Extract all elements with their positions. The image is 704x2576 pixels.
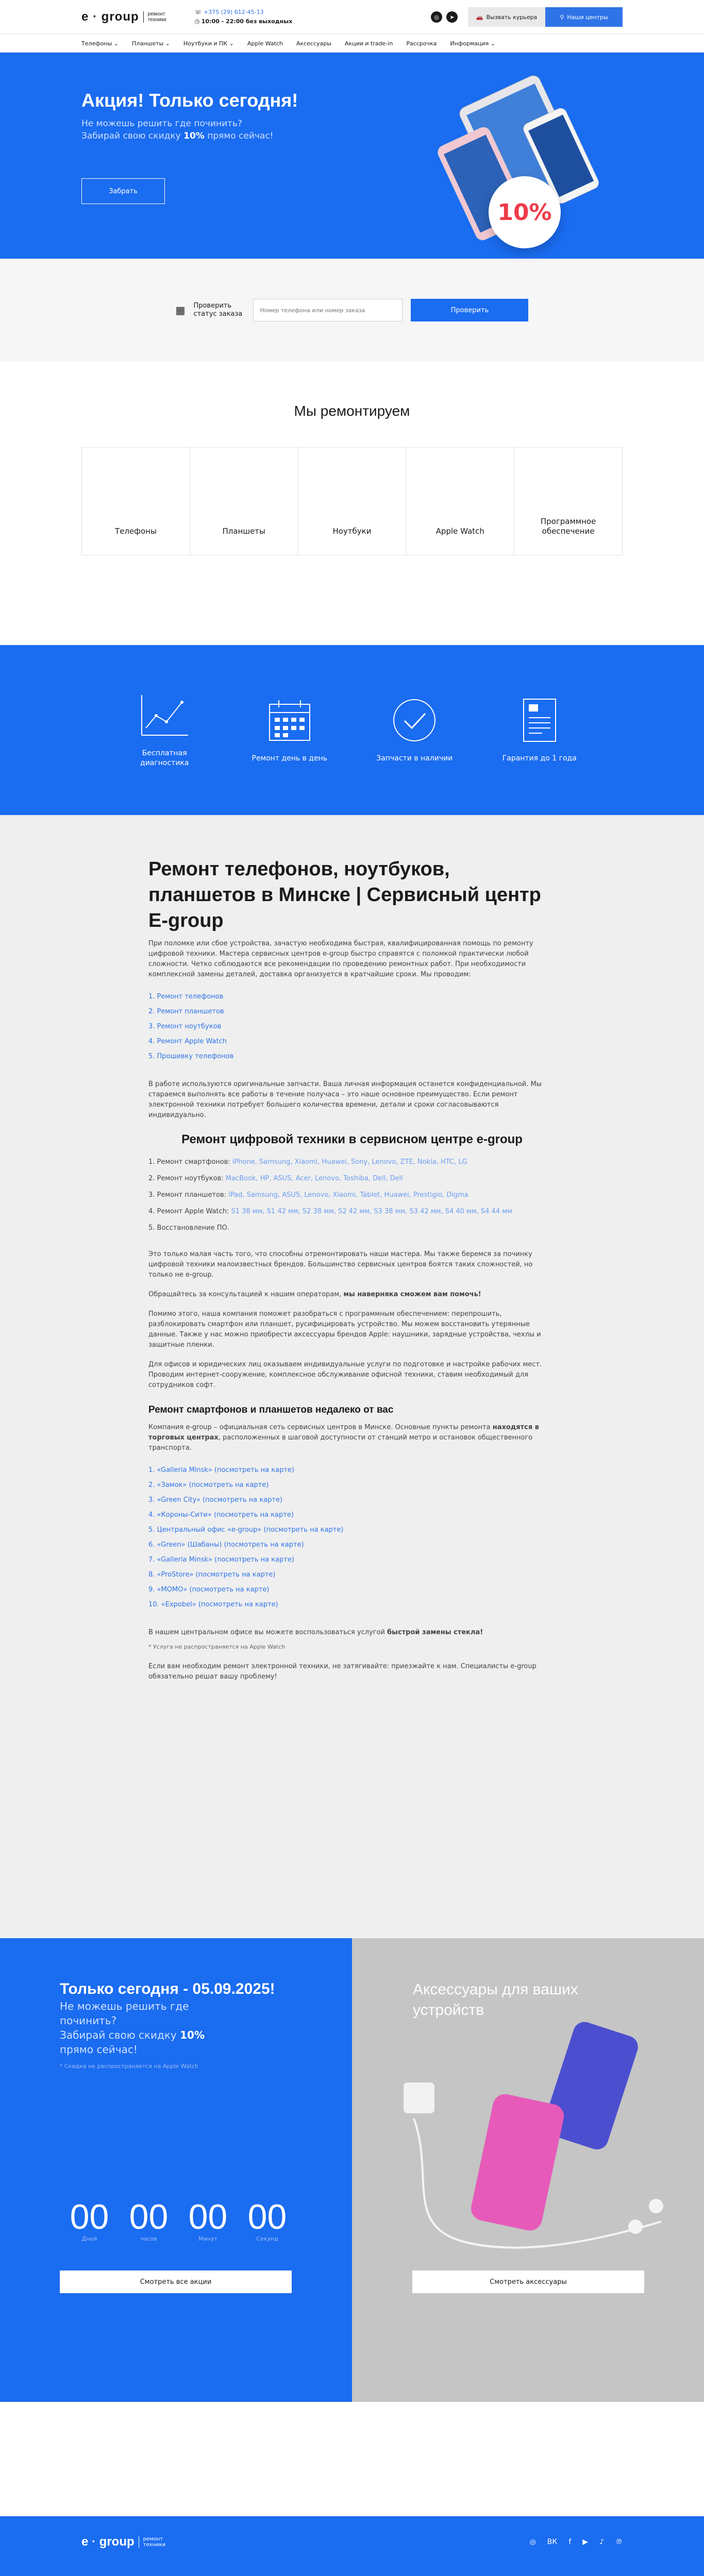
article-p7: Компания e-group – официальная сеть сервисных центров в Минске. Основные пункты ремонта находятся в торговых центрах, расположенных в шаговой доступности от станций метро и остановок общественного транспорта. [148,1423,539,1452]
advantage-same-day: Ремонт день в день [248,697,331,764]
brand-links[interactable]: iPad, Samsung, ASUS, Lenovo, Xiaomi, Tablet, Huawei, Prestigio, Digma [228,1191,468,1199]
promo-text: Не можешь решить где починить? Забирай свою скидку 10% прямо сейчас! [60,2000,205,2056]
all-promos-button[interactable]: Смотреть все акции [60,2270,292,2293]
repair-cards [81,447,623,555]
repair-card-tablets[interactable]: Планшеты [190,448,298,555]
accessories-title: Аксессуары для ваших устройств [413,1981,578,2019]
link-watch-repair[interactable]: 4. Ремонт Apple Watch [148,1038,227,1045]
order-status-label: Проверить статус заказа [193,302,243,318]
telegram-icon[interactable]: ➤ [446,11,458,23]
clock-icon: ◷ [194,18,202,25]
office-link[interactable]: 10. «Expobel» (посмотреть на карте) [148,1601,278,1608]
office-link[interactable]: 3. «Green City» (посмотреть на карте) [148,1496,283,1504]
chart-icon [139,692,190,738]
vk-icon[interactable]: ВК [547,2538,558,2546]
nav-info[interactable]: Информация ⌄ [450,40,495,47]
checkmark-icon [391,697,438,743]
header-phone[interactable]: +375 (29) 612-45-13 [203,9,264,15]
logo[interactable]: e · group ремонт техники [81,10,179,24]
office-link[interactable]: 4. «Короны-Сити» (посмотреть на карте) [148,1511,294,1519]
office-link[interactable]: 7. «Galleria Minsk» (посмотреть на карте) [148,1556,294,1564]
nav-accessories[interactable]: Аксессуары [296,40,331,47]
office-link[interactable]: 1. «Galleria Minsk» (посмотреть на карте) [148,1466,294,1474]
repair-card-phones[interactable]: Телефоны [82,448,190,555]
brand-line: 3. Ремонт планшетов: iPad, Samsung, ASUS, Lenovo, Xiaomi, Tablet, Huawei, Prestigio, Digma [148,1191,468,1199]
social-links [530,2538,623,2546]
services-list [148,989,556,1064]
office-link[interactable]: 8. «ProStore» (посмотреть на карте) [148,1571,276,1579]
hero-text: Не можешь решить где починить? Забирай свою скидку 10% прямо сейчас! [81,118,274,141]
office-link[interactable]: 5. Центральный офис «e-group» (посмотреть на карте) [148,1526,344,1534]
brand-line: 1. Ремонт смартфонов: iPhone, Samsung, Xiaomi, Huawei, Sony, Lenovo, ZTE, Nokia, HTC, LG [148,1158,467,1166]
header-hours: 10:00 - 22:00 без выходных [201,18,293,25]
link-firmware[interactable]: 5. Прошивку телефонов [148,1053,234,1060]
header [0,0,704,34]
footer [0,2516,704,2576]
nav-apple-watch[interactable]: Apple Watch [247,40,283,47]
nav-promo[interactable]: Акции и trade-in [344,40,393,47]
hero-claim-button[interactable]: Забрать [81,178,165,204]
brand-line: 5. Восстановление ПО. [148,1224,229,1232]
article-h2: Ремонт цифровой техники в сервисном центре e-group [181,1132,523,1146]
article-intro: При поломке или сбое устройства, зачастую необходима быстрая, квалифицированная помощь по ремонту цифровой техники. Мастера сервисных центров e-group быстро справятся с поломкой практически любой сложности. Четко соблюдаются все рекомендации по проведению ремонтных работ. При необходимости комплексной замены деталей, доставка организуется в кратчайшие сроки. Мы проводим: [148,940,533,978]
timer-hours: 00 [129,2197,169,2236]
promo-note: * Скидка не распространяется на Apple Watch [60,2063,198,2070]
courier-button[interactable]: 🚗 Вызвать курьера [468,7,545,27]
promo-title: Только сегодня - 05.09.2025! [60,1980,275,1997]
instagram-icon[interactable]: ◎ [529,2538,536,2546]
repair-card-software[interactable]: Программное обеспечение [540,517,596,536]
article-h3: Ремонт смартфонов и планшетов недалеко от вас [148,1404,394,1415]
facebook-icon[interactable]: f [568,2538,572,2546]
brand-line: 4. Ремонт Apple Watch: S1 38 мм, S1 42 мм, S2 38 мм, S2 42 мм, S3 38 мм, S3 42 мм, S4 40 мм, S4 44 мм [148,1208,512,1215]
brand-line: 2. Ремонт ноутбуков: MacBook, HP, ASUS, Acer, Lenovo, Toshiba, Dell, Dell [148,1175,403,1182]
document-icon [522,697,558,743]
advantage-diagnostics: Бесплатная диагностика [123,692,206,768]
footer-logo[interactable]: e · group [81,2535,135,2549]
seo-article [0,815,704,1938]
check-status-button[interactable]: Проверить [411,299,528,321]
article-p6: Для офисов и юридических лиц оказываем индивидуальные услуги по подготовке и настройке рабочих мест. Проводим интернет-сооружение, комплексное обслуживание офисной техники, ставим необходимый для сотрудников софт. [148,1361,542,1389]
article-note: * Услуга не распространяется на Apple Watch [148,1643,286,1650]
repair-title: Мы ремонтируем [294,403,410,419]
article-p4: Обращайтесь за консультацией к нашим операторам, мы наверняка сможем вам помочь! [148,1291,481,1298]
article-p5: Помимо этого, наша компания поможет разобраться с программным обеспечением: перепрошить, разблокировать смартфон или планшет, русифицировать устройство. Мы можем восстановить утерянные данные. Также у нас можно приобрести аксессуары брендов Apple: наушники, зарядные устройства, чехлы и защитные пленки. [148,1310,541,1349]
box-icon: ▦ [175,304,186,316]
pinterest-icon[interactable]: ℗ [615,2538,623,2546]
brand-links[interactable]: S1 38 мм, S1 42 мм, S2 38 мм, S2 42 мм, S3 38 мм, S3 42 мм, S4 40 мм, S4 44 мм [231,1208,512,1215]
office-link[interactable]: 2. «Замок» (посмотреть на карте) [148,1481,269,1489]
advantages-section [0,645,704,815]
calendar-icon [266,697,313,743]
link-phones-repair[interactable]: 1. Ремонт телефонов [148,993,224,1001]
accessories-illustration [393,2021,682,2252]
main-nav [0,34,704,53]
office-link[interactable]: 6. «Green» (Шабаны) (посмотреть на карте) [148,1541,304,1549]
link-laptops-repair[interactable]: 3. Ремонт ноутбуков [148,1023,222,1030]
countdown-timer: 00 Дней 00 часов 00 Минут 00 Секунд [60,2198,297,2242]
header-contacts [195,8,293,26]
tiktok-icon[interactable]: ♪ [599,2538,604,2546]
phone-icon: ☏ [194,9,204,15]
brand-links[interactable]: iPhone, Samsung, Xiaomi, Huawei, Sony, Lenovo, ZTE, Nokia, HTC, LG [232,1158,467,1166]
order-number-input[interactable] [253,299,403,321]
advantage-parts: Запчасти в наличии [373,697,456,764]
accessories-button[interactable]: Смотреть аксессуары [412,2270,644,2293]
article-p8: В нашем центральном офисе вы можете воспользоваться услугой быстрой замены стекла! [148,1629,483,1636]
promo-section [0,1938,704,2402]
timer-minutes: 00 [188,2197,228,2236]
office-link[interactable]: 9. «МОМО» (посмотреть на карте) [148,1586,270,1594]
offices-list [148,1463,556,1612]
repair-card-apple-watch[interactable]: Apple Watch [406,448,514,555]
youtube-icon[interactable]: ▶ [582,2538,589,2546]
discount-badge: 10% [489,176,561,248]
location-icon: ⚲ [560,13,564,21]
car-icon: 🚗 [476,13,483,21]
instagram-icon[interactable]: ◎ [431,11,442,23]
repair-section [0,362,704,645]
brand-links[interactable]: MacBook, HP, ASUS, Acer, Lenovo, Toshiba, Dell, Dell [225,1175,403,1182]
article-p3: Это только малая часть того, что способны отремонтировать наши мастера. Мы также беремся за починку цифровой техники малоизвестных брендов. Большинство сервисных центров боятся таких сложностей, но только не e-group. [148,1250,533,1279]
nav-phones[interactable]: Телефоны ⌄ [81,40,119,47]
order-status-section [0,259,704,362]
nav-tablets[interactable]: Планшеты ⌄ [132,40,170,47]
footer-logo-sub: ремонт техники [139,2536,175,2548]
timer-seconds: 00 [247,2197,287,2236]
centers-button[interactable]: ⚲ Наши центры [545,7,623,27]
hero-title: Акция! Только сегодня! [81,90,298,111]
link-tablets-repair[interactable]: 2. Ремонт планшетов [148,1008,224,1015]
repair-card-laptops[interactable]: Ноутбуки [298,448,407,555]
nav-installment[interactable]: Рассрочка [406,40,437,47]
accessories-block [352,1938,704,2402]
hero-banner [0,53,704,259]
advantage-warranty: Гарантия до 1 года [498,697,581,764]
timer-days: 00 [70,2197,109,2236]
article-p9: Если вам необходим ремонт электронной техники, не затягивайте: приезжайте к нам. Специалисты e-group обязательно решат вашу проблему! [148,1663,537,1681]
nav-laptops[interactable]: Ноутбуки и ПК ⌄ [183,40,234,47]
article-p2: В работе используются оригинальные запчасти. Ваша личная информация останется конфиденциальной. Мы стараемся выполнять все работы в течение получаса – это наше основное преимущество. Если ремонт электронной техники потребует большего количества времени, детали и сроки согласовываются индивидуально. [148,1080,542,1119]
promo-timer-block [0,1938,352,2402]
article-title: Ремонт телефонов, ноутбуков, планшетов в Минске | Сервисный центр E-group [148,858,541,931]
